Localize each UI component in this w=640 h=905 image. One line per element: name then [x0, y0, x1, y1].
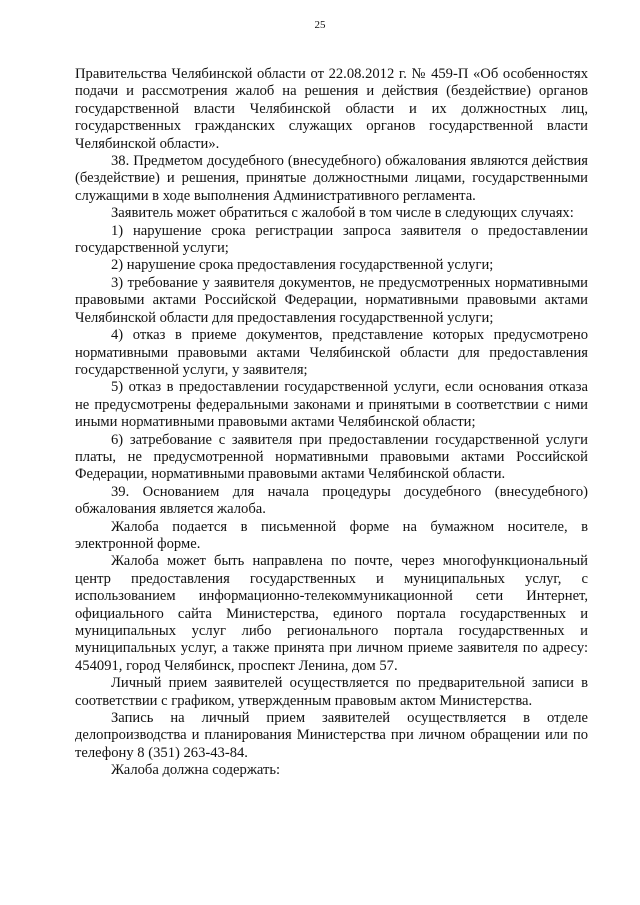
paragraph-complaint-contents: Жалоба должна содержать: — [111, 762, 281, 779]
list-item-1: 1) нарушение срока регистрации запроса заявителя о предоставлении государственной услуги; — [75, 222, 588, 257]
paragraph-complaint-channels: Жалоба может быть направлена по почте, через многофункциональный центр предоставления государственных и муниципальных услуг, с использованием информационно-телекоммуникационной сети Интернет, официального сайта Министерства, единого портала государственных и муниципальных услуг либо регионального портала государственных и муниципальных услуг, а также принята при личном приеме заявителя по адресу: 454091, город Челябинск, проспект Ленина, дом 57. — [75, 553, 588, 674]
list-item-2: 2) нарушение срока предоставления государственной услуги; — [111, 257, 494, 274]
list-item-3: 3) требование у заявителя документов, не предусмотренных нормативными правовыми актами Российской Федерации, нормативными правовыми актами Челябинской области для предоставления государственной услуги; — [75, 274, 588, 326]
paragraph-appeal-cases-intro: Заявитель может обратиться с жалобой в том числе в следующих случаях: — [111, 205, 574, 222]
list-item-5: 5) отказ в предоставлении государственной услуги, если основания отказа не предусмотрены федеральными законами и принятыми в соответствии с ними иными нормативными правовыми актами Челябинской области; — [75, 379, 588, 431]
paragraph-personal-reception: Личный прием заявителей осуществляется по предварительной записи в соответствии с графиком, утвержденным правовым актом Министерства. — [75, 675, 588, 709]
list-item-6: 6) затребование с заявителя при предоставлении государственной услуги платы, не предусмотренной нормативными правовыми актами Российской Федерации, нормативными правовыми актами Челябинской области. — [75, 431, 588, 483]
list-item-4: 4) отказ в приеме документов, представление которых предусмотрено нормативными правовыми актами Челябинской области для предоставления государственной услуги, у заявителя; — [75, 327, 588, 378]
paragraph-39-grounds: 39. Основанием для начала процедуры досудебного (внесудебного) обжалования является жалоба. — [75, 483, 588, 518]
paragraph-regulation-reference: Правительства Челябинской области от 22.08.2012 г. № 459-П «Об особенностях подачи и рассмотрения жалоб на решения и действия (бездействие) органов государственной власти Челябинской области и их должностных лиц, государственных гражданских служащих органов государственной власти Челябинской области». — [75, 66, 588, 152]
page-number: 25 — [314, 19, 326, 31]
document-body — [75, 66, 588, 780]
paragraph-38-subject-of-appeal: 38. Предметом досудебного (внесудебного) обжалования являются действия (бездействие) и решения, принятые должностными лицами, государственными служащими в ходе выполнения Административного регламента. — [75, 153, 588, 204]
paragraph-complaint-form: Жалоба подается в письменной форме на бумажном носителе, в электронной форме. — [75, 518, 588, 552]
paragraph-reception-booking: Запись на личный прием заявителей осуществляется в отделе делопроизводства и планирования Министерства при личном обращении или по телефону 8 (351) 263-43-84. — [75, 710, 588, 761]
